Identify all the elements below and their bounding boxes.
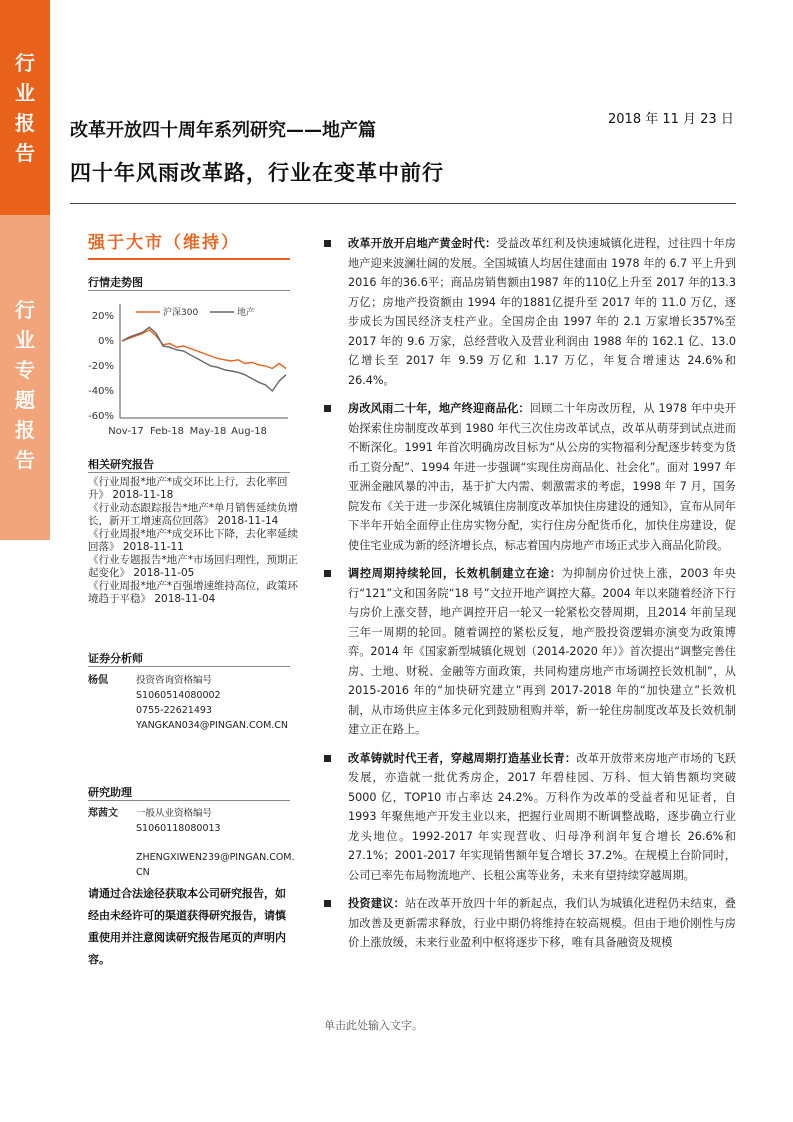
assistant-block [88,806,298,876]
bullet-square-icon [324,755,331,762]
related-reports-list [88,476,298,606]
bullet-heading: 调控周期持续轮回，长效机制建立在途： [348,567,562,580]
related-report-item[interactable]: 《行业周报*地产*成交环比下降，去化率延续回落》 2018-11-11 [88,528,298,553]
analyst-email[interactable]: YANGKAN034@PINGAN.COM.CN [136,720,289,731]
summary-bullets [324,234,736,962]
side-tab-label: 行 业 专 题 报 告 [15,298,35,472]
analyst-name: 杨侃 [88,675,108,686]
analyst-cert-number: S1060514080002 [136,690,221,701]
assistant-cert-label: 一般从业资格编号 [136,808,213,819]
series-line-realestate [122,327,286,391]
analyst-heading: 证券分析师 [88,652,143,665]
bullet-heading: 投资建议： [348,897,406,910]
bullet-heading: 改革铸就时代王者，穿越周期打造基业长青： [348,751,577,765]
bullet-square-icon [324,900,331,907]
related-report-item[interactable]: 《行业专题报告*地产*市场回归理性，预期正起变化》 2018-11-05 [88,554,298,579]
header-divider [70,203,736,204]
bullet-heading: 房改风雨二十年，地产终迎商品化： [348,402,530,415]
text-input-placeholder[interactable]: 单击此处输入文字。 [324,1019,423,1032]
rating-label: 强于大市（维持） [88,233,240,253]
assistant-email[interactable]: ZHENGXIWEN239@PINGAN.COM.CN [136,852,295,878]
bullet-item [324,749,736,886]
bullet-body: 改革开放带来房地产市场的飞跃发展，亦造就一批优秀房企，2017 年碧桂园、万科、恒大销售额均突破 5000 亿，TOP10 市占率达 24.2%。万科作为改革的受益者和见证者，自 1993 年聚焦地产开发主业以来，把握行业周期不断调整战略，逐步确立行业龙头地位。1992-2017 年实现营收、归母净利润年复合增长 26.6%和 27.1%；2001-2017 年实现销售额年复合增长 37.2%。在规模上台阶同时，公司已率先布局物流地产、长租公寓等业务，未来有望持续穿越周期。 [348,751,736,882]
bullet-body: 站在改革开放四十年的新起点，我们认为城镇化进程仍未结束，叠加改善及更新需求释放，行业中期仍将维持在较高规模。但由于地价刚性与房价上涨放缓，未来行业盈利中枢将逐步下移，唯有具备融资及规模 [348,897,736,949]
analyst-cert-label: 投资咨询资格编号 [136,675,213,686]
assistant-info [136,806,296,880]
report-date: 2018 年 11 月 23 日 [608,112,734,127]
side-tab-industry-report [0,0,50,215]
reports-heading: 相关研究报告 [88,458,154,471]
assistant-heading: 研究助理 [88,786,132,799]
x-tick-label: Nov-17 [108,426,144,437]
bullet-item [324,399,736,555]
x-tick-label: Feb-18 [149,426,185,437]
assistant-cert-number: S1060118080013 [136,823,221,834]
price-trend-chart [88,296,293,446]
assistant-name: 郑茜文 [88,808,118,819]
legend-label-hs300: 沪深300 [163,308,199,318]
y-tick-label: -20% [88,361,114,372]
analyst-block [88,673,298,743]
bullet-body: 回顾二十年房改历程，从 1978 年中央开始探索住房制度改革到 1980 年代三次住房改革试点，改革从萌芽到试点进而不断深化。1991 年首次明确房改目标为“从公房的实物福利分配逐步转变为货币工资分配”、1994 年进一步强调“实现住房商品化、社会化”。面对 1997 年亚洲金融风暴的冲击，基于扩大内需、刺激需求的考虑，1998 年 7 月，国务院发布《关于进一步深化城镇住房制度改革加快住房建设的通知》，宣布从同年下半年开始全面停止住房实物分配，实行住房分配货币化，加快住房建设，促使住宅业成为新的经济增长点，标志着国内房地产市场正式步入商品化阶段。 [348,402,736,552]
series-title: 改革开放四十周年系列研究——地产篇 [70,120,376,141]
x-tick-label: Aug-18 [231,426,267,437]
y-tick-label: -60% [88,411,114,422]
bullet-body: 为抑制房价过快上涨，2003 年央行“121”文和国务院“18 号”文拉开地产调控大幕。2004 年以来随着经济下行与房价上涨交替，地产调控开启一轮又一轮紧松交替周期，且2014 年前呈现三年一周期的轮回。随着调控的紧松反复，地产股投资逻辑亦演变为政策博弈。2014 年《国家新型城镇化规划（2014-2020 年）》首次提出“调整完善住房、土地、财税、金融等方面政策，共同构建房地产市场调控长效机制”，从 2015-2016 年的“加快研究建立”再到 2017-2018 年的“加快建立”长效机制，从市场供应主体多元化到鼓励租购并举，新一轮住房制度改革及长效机制建立正在路上。 [348,567,736,736]
analyst-info [136,673,296,733]
related-report-item[interactable]: 《行业动态跟踪报告*地产*单月销售延续负增长，新开工增速高位回落》 2018-11-14 [88,502,298,527]
page-title: 四十年风雨改革路，行业在变革中前行 [70,161,444,185]
related-report-item[interactable]: 《行业周报*地产*百强增速维持高位，政策环境趋于平稳》 2018-11-04 [88,580,298,605]
bullet-item [324,894,736,953]
legend-label-realestate: 地产 [237,308,256,318]
chart-heading: 行情走势图 [88,276,143,289]
related-report-item[interactable]: 《行业周报*地产*成交环比上行，去化率回升》 2018-11-18 [88,476,288,501]
bullet-item [324,234,736,390]
side-tab-label: 行 业 报 告 [15,51,35,165]
y-tick-label: -40% [88,386,114,397]
x-tick-label: May-18 [189,426,227,437]
bullet-heading: 改革开放开启地产黄金时代： [348,237,497,250]
bullet-square-icon [324,570,331,577]
bullet-square-icon [324,405,331,412]
rating-divider [88,258,290,260]
section-divider [88,666,290,667]
bullet-body: 受益改革红利及快速城镇化进程，过往四十年房地产迎来波澜壮阔的发展。全国城镇人均居住建面由 1978 年的 6.7 平上升到 2016 年的36.6平；商品房销售额由1987 年的110亿上升至 2017 年的13.3万亿；房地产投资额由 1994 年的1881亿提升至 2017 年的 11.0 万亿，逐步成长为国民经济支柱产业。全国房企由 1997 年的 2.1 万家增长357%至 2017 年的 9.6 万家，总经营收入及营业利润由 1988 年的 162.1 亿、13.0 亿增长至 2017 年 9.59 万亿和 1.17 万亿，年复合增速达 24.6%和 26.4%。 [348,237,736,387]
y-tick-label: 0% [98,336,114,347]
bullet-item [324,564,736,740]
section-divider [88,800,290,801]
section-divider [88,290,290,291]
legal-notice: 请通过合法途径获取本公司研究报告，如经由未经许可的渠道获得研究报告，请慎重使用并注意阅读研究报告尾页的声明内容。 [88,887,286,966]
section-divider [88,472,290,473]
y-tick-label: 20% [91,311,114,322]
side-tab-special-report [0,215,50,540]
analyst-phone: 0755-22621493 [136,705,212,716]
bullet-square-icon [324,240,331,247]
